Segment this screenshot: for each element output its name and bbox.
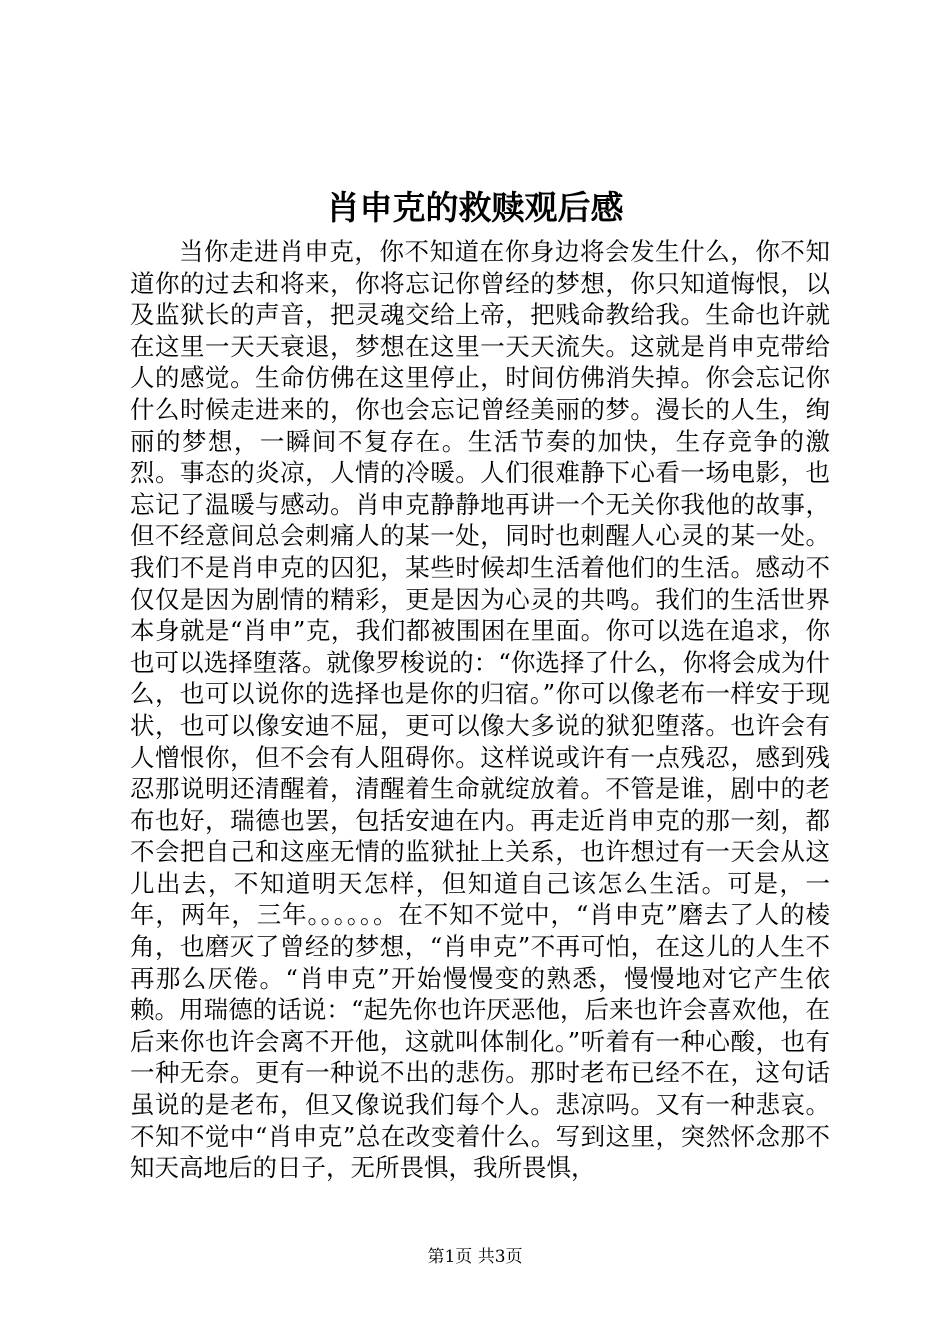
page-footer: 第1页 共3页 (427, 1247, 523, 1267)
body-paragraph: 当你走进肖申克，你不知道在你身边将会发生什么，你不知道你的过去和将来，你将忘记你曾经的梦想，你只知道悔恨，以及监狱长的声音，把灵魂交给上帝，把贱命教给我。生命也许就在这里一天天衰退，梦想在这里一天天流失。这就是肖申克带给人的感觉。生命仿佛在这里停止，时间仿佛消失掉。你会忘记你什么时候走进来的，你也会忘记曾经美丽的梦。漫长的人生，绚丽的梦想，一瞬间不复存在。生活节奏的加快，生存竞争的激烈。事态的炎凉，人情的冷暖。人们很难静下心看一场电影，也忘记了温暖与感动。肖申克静静地再讲一个无关你我他的故事，但不经意间总会刺痛人的某一处，同时也刺醒人心灵的某一处。我们不是肖申克的囚犯，某些时候却生活着他们的生活。感动不仅仅是因为剧情的精彩，更是因为心灵的共鸣。我们的生活世界本身就是“肖申”克，我们都被围困在里面。你可以选在追求，你也可以选择堕落。就像罗梭说的：“你选择了什么，你将会成为什么，也可以说你的选择也是你的归宿。”你可以像老布一样安于现状，也可以像安迪不屈，更可以像大多说的狱犯堕落。也许会有人憎恨你，但不会有人阻碍你。这样说或许有一点残忍，感到残忍那说明还清醒着，清醒着生命就绽放着。不管是谁，剧中的老布也好，瑞德也罢，包括安迪在内。再走近肖申克的那一刻，都不会把自己和这座无情的监狱扯上关系，也许想过有一天会从这儿出去，不知道明天怎样，但知道自己该怎么生活。可是，一年，两年，三年。。。。。。在不知不觉中，“肖申克”磨去了人的棱角，也磨灭了曾经的梦想，“肖申克”不再可怕，在这儿的人生不再那么厌倦。“肖申克”开始慢慢变的熟悉，慢慢地对它产生依赖。用瑞德的话说：“起先你也许厌恶他，后来也许会喜欢他，在后来你也许会离不开他，这就叫体制化。”听着有一种心酸，也有一种无奈。更有一种说不出的悲伤。那时老布已经不在，这句话虽说的是老布，但又像说我们每个人。悲凉吗。又有一种悲哀。不知不觉中“肖申克”总在改变着什么。写到这里，突然怀念那不知天高地后的日子，无所畏惧，我所畏惧， (130, 237, 830, 1183)
document-title: 肖申克的救赎观后感 (326, 188, 624, 227)
